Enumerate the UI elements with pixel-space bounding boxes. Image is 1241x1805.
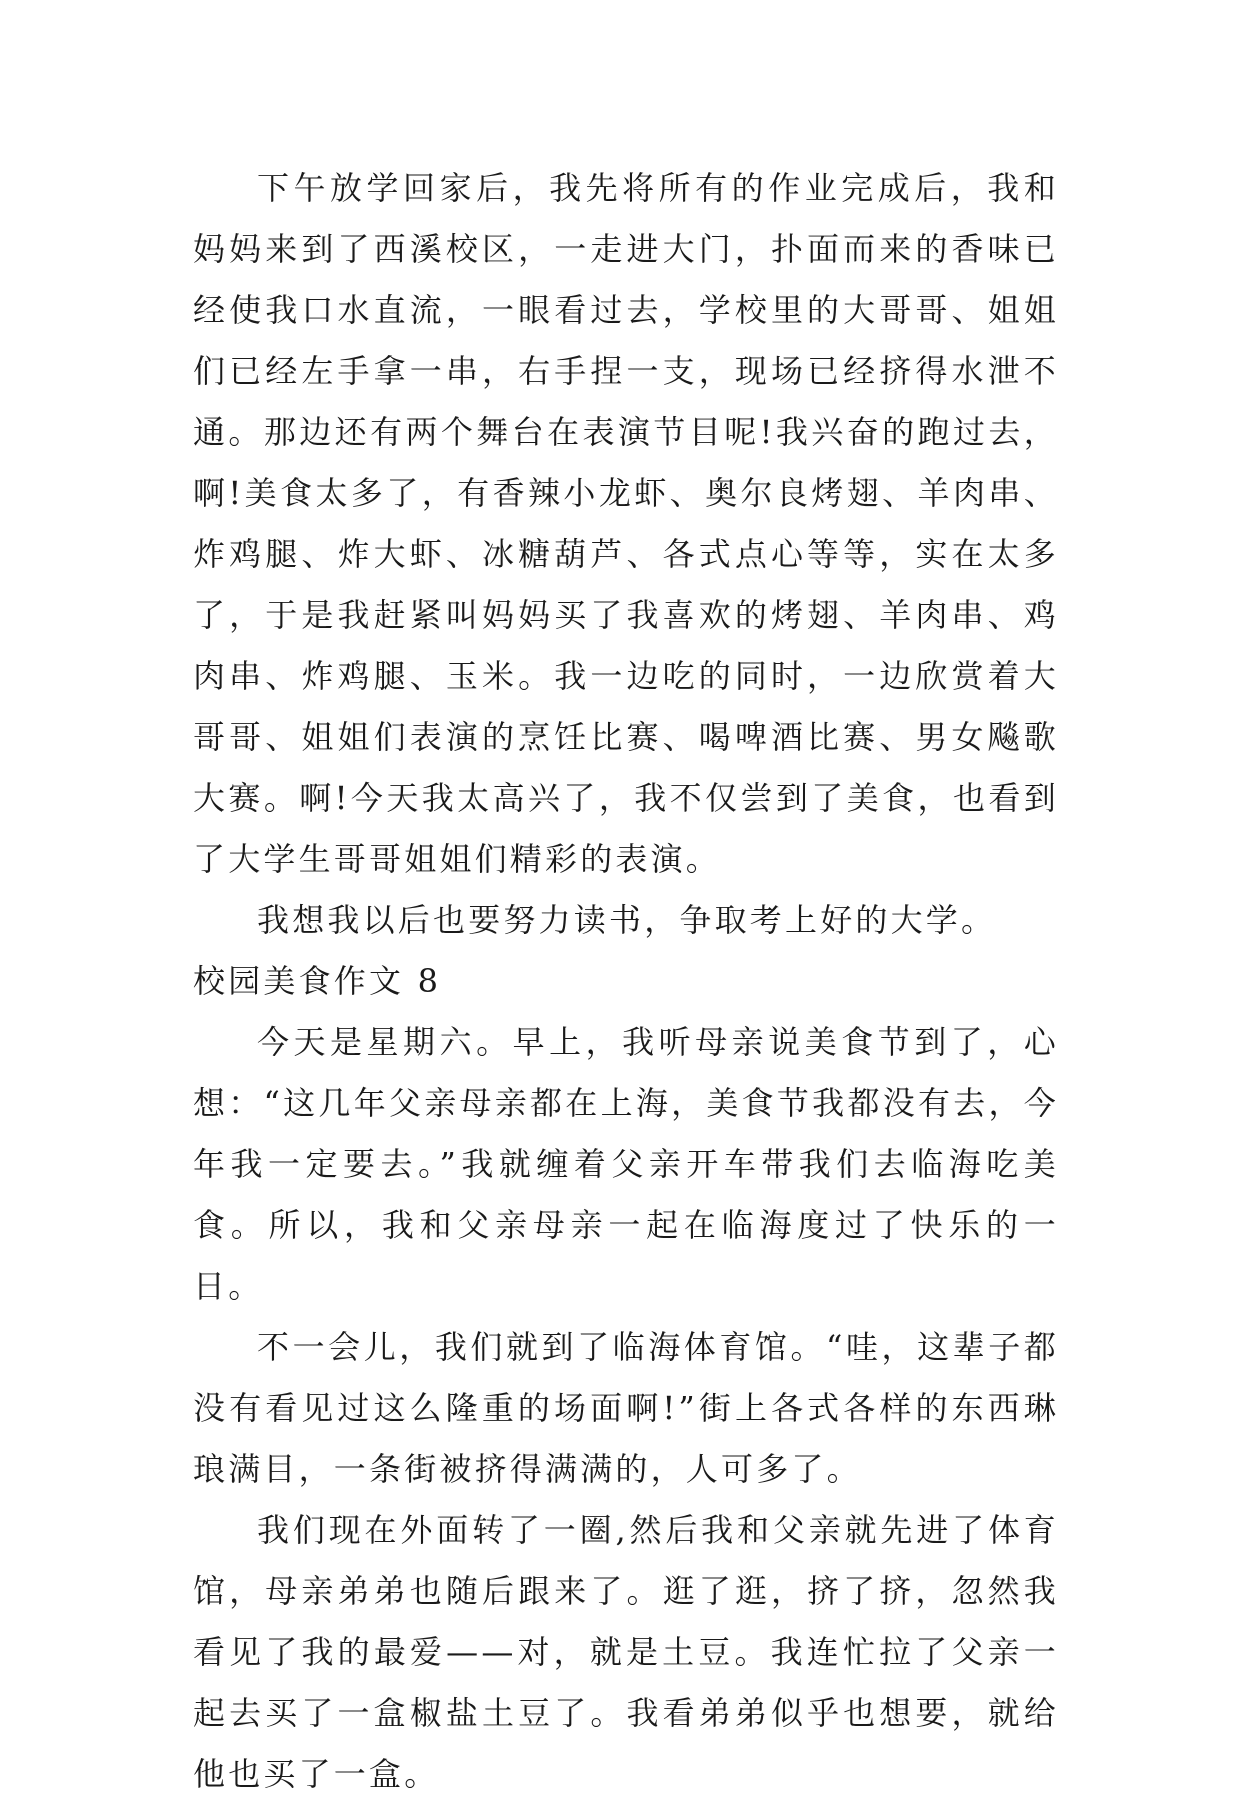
paragraph-potatoes: 我们现在外面转了一圈,然后我和父亲就先进了体育馆，母亲弟弟也随后跟来了。逛了逛，挤了挤，忽然我看见了我的最爱——对，就是土豆。我连忙拉了父亲一起去买了一盒椒盐土豆了。我看弟弟似乎也想要，就给他也买了一盒。: [193, 1511, 1059, 1793]
paragraph-study-hard: 我想我以后也要努力读书，争取考上好的大学。: [257, 901, 997, 939]
paragraph-saturday: 今天是星期六。早上，我听母亲说美食节到了，心想：“这几年父亲母亲都在上海，美食节我都没有去，今年我一定要去。”我就缠着父亲开车带我们去临海吃美食。所以，我和父亲母亲一起在临海度过了快乐的一日。: [193, 1023, 1059, 1305]
section-heading: 校园美食作文 8: [193, 962, 442, 1000]
document-body: [193, 158, 1059, 1805]
paragraph-stadium-arrival: 不一会儿，我们就到了临海体育馆。“哇，这辈子都没有看见过这么隆重的场面啊!”街上各式各样的东西琳琅满目，一条街被挤得满满的，人可多了。: [193, 1328, 1059, 1488]
paragraph-food-festival-visit: 下午放学回家后，我先将所有的作业完成后，我和妈妈来到了西溪校区，一走进大门，扑面而来的香味已经使我口水直流，一眼看过去，学校里的大哥哥、姐姐们已经左手拿一串，右手捏一支，现场已经挤得水泄不通。那边还有两个舞台在表演节目呢!我兴奋的跑过去，啊!美食太多了，有香辣小龙虾、奥尔良烤翅、羊肉串、炸鸡腿、炸大虾、冰糖葫芦、各式点心等等，实在太多了，于是我赶紧叫妈妈买了我喜欢的烤翅、羊肉串、鸡肉串、炸鸡腿、玉米。我一边吃的同时，一边欣赏着大哥哥、姐姐们表演的烹饪比赛、喝啤酒比赛、男女飚歌大赛。啊!今天我太高兴了，我不仅尝到了美食，也看到了大学生哥哥姐姐们精彩的表演。: [193, 169, 1059, 878]
